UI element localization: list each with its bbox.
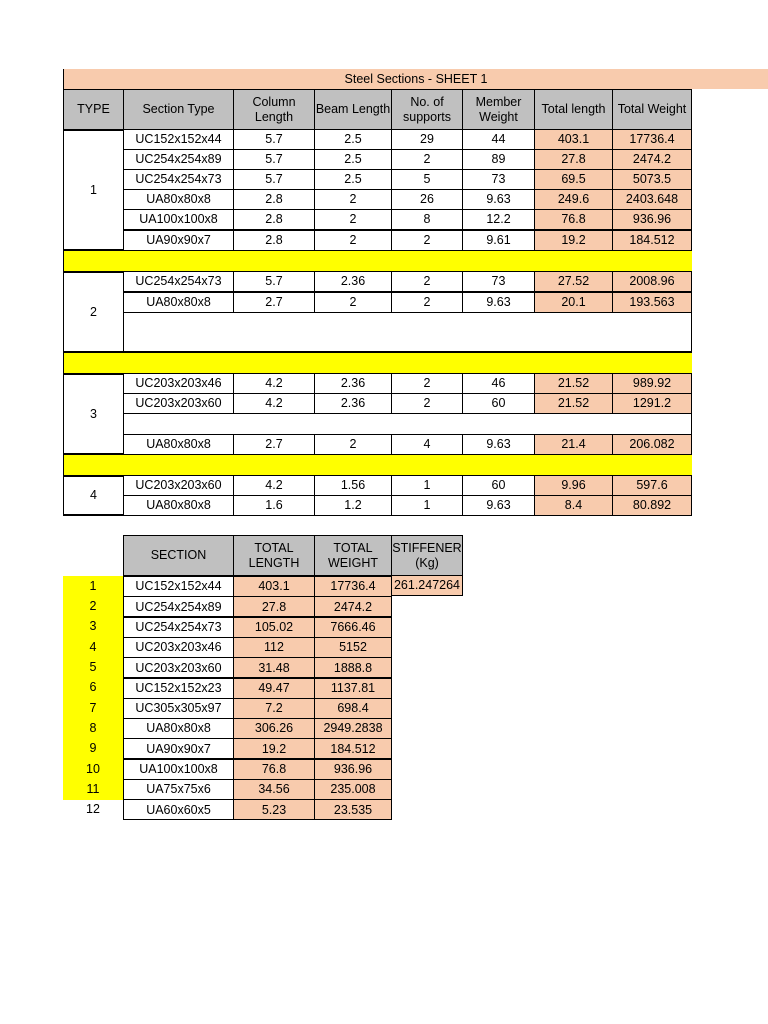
type-cell: 1 (63, 129, 124, 251)
section-type-cell: UC203x203x46 (123, 373, 234, 394)
beam-length-cell: 2 (314, 189, 392, 210)
section-type-cell: UA80x80x8 (123, 495, 234, 516)
supports-cell: 1 (391, 475, 463, 496)
summary-section-cell: UA90x90x7 (123, 738, 234, 759)
member-weight-cell: 73 (462, 271, 535, 292)
member-weight-cell: 9.63 (462, 434, 535, 455)
summary-total-weight-cell: 2949.2838 (314, 718, 392, 739)
total-length-cell: 76.8 (534, 209, 613, 230)
member-weight-cell: 44 (462, 129, 535, 150)
beam-length-cell: 2.36 (314, 373, 392, 394)
supports-cell: 29 (391, 129, 463, 150)
total-length-cell: 19.2 (534, 230, 613, 251)
total-weight-cell: 597.6 (612, 475, 692, 496)
member-weight-cell: 12.2 (462, 209, 535, 230)
header-section-type: Section Type (123, 89, 234, 130)
summary-total-length-cell: 34.56 (233, 779, 315, 800)
summary-total-weight-cell: 2474.2 (314, 596, 392, 617)
summary-section-cell: UC254x254x73 (123, 617, 234, 638)
beam-length-cell: 2.5 (314, 169, 392, 190)
supports-cell: 8 (391, 209, 463, 230)
column-length-cell: 2.8 (233, 230, 315, 251)
summary-total-length-cell: 49.47 (233, 678, 315, 699)
summary-total-length-cell: 27.8 (233, 596, 315, 617)
section-type-cell: UC254x254x73 (123, 169, 234, 190)
total-length-cell: 8.4 (534, 495, 613, 516)
beam-length-cell: 2 (314, 209, 392, 230)
summary-section-cell: UA60x60x5 (123, 799, 234, 820)
summary-total-weight-cell: 184.512 (314, 738, 392, 759)
summary-row-number: 7 (89, 700, 97, 715)
summary-total-weight-cell: 235.008 (314, 779, 392, 800)
section-type-cell: UC203x203x60 (123, 393, 234, 414)
summary-total-weight-cell: 5152 (314, 637, 392, 658)
summary-row-number: 11 (86, 781, 100, 796)
total-length-cell: 21.4 (534, 434, 613, 455)
summary-row-number: 4 (89, 639, 97, 654)
summary-row-number: 5 (89, 660, 97, 674)
summary-total-length-cell: 105.02 (233, 617, 315, 638)
supports-cell: 4 (391, 434, 463, 455)
total-weight-cell: 5073.5 (612, 169, 692, 190)
section-type-cell: UC152x152x44 (123, 129, 234, 150)
summary-row-number: 8 (89, 720, 97, 735)
empty-row (123, 413, 692, 434)
summary-section-cell: UC254x254x89 (123, 596, 234, 617)
type-cell: 3 (63, 373, 124, 455)
summary-row-number: 10 (86, 761, 100, 776)
summary-row-number: 1 (89, 578, 97, 593)
supports-cell: 2 (391, 230, 463, 251)
total-weight-cell: 184.512 (612, 230, 692, 251)
summary-row-number: 6 (89, 680, 97, 695)
summary-total-length-cell: 5.23 (233, 799, 315, 820)
summary-section-cell: UA75x75x6 (123, 779, 234, 800)
total-weight-cell: 2474.2 (612, 149, 692, 170)
summary-row-number: 9 (89, 741, 97, 756)
section-type-cell: UC254x254x89 (123, 149, 234, 170)
header-member-weight: Member Weight (462, 89, 535, 130)
section-type-cell: UA80x80x8 (123, 434, 234, 455)
member-weight-cell: 9.61 (462, 230, 535, 251)
beam-length-cell: 2.36 (314, 271, 392, 292)
member-weight-cell: 9.63 (462, 292, 535, 313)
separator-band (63, 455, 692, 475)
member-weight-cell: 60 (462, 475, 535, 496)
beam-length-cell: 2 (314, 434, 392, 455)
supports-cell: 2 (391, 271, 463, 292)
column-length-cell: 4.2 (233, 373, 315, 394)
total-length-cell: 403.1 (534, 129, 613, 150)
total-weight-cell: 2403.648 (612, 189, 692, 210)
beam-length-cell: 2 (314, 230, 392, 251)
total-weight-cell: 206.082 (612, 434, 692, 455)
summary-section-cell: UA80x80x8 (123, 718, 234, 739)
member-weight-cell: 73 (462, 169, 535, 190)
empty-row (123, 313, 692, 353)
summary-total-length-cell: 7.2 (233, 698, 315, 719)
summary-total-length-cell: 403.1 (233, 576, 315, 597)
summary-total-length-cell: 112 (233, 637, 315, 658)
supports-cell: 1 (391, 495, 463, 516)
column-length-cell: 5.7 (233, 271, 315, 292)
total-length-cell: 21.52 (534, 393, 613, 414)
type-cell: 2 (63, 271, 124, 353)
column-length-cell: 5.7 (233, 129, 315, 150)
beam-length-cell: 2.5 (314, 149, 392, 170)
summary-total-weight-cell: 698.4 (314, 698, 392, 719)
beam-length-cell: 2 (314, 292, 392, 313)
total-length-cell: 21.52 (534, 373, 613, 394)
summary-section-cell: UC305x305x97 (123, 698, 234, 719)
column-length-cell: 5.7 (233, 149, 315, 170)
beam-length-cell: 2.36 (314, 393, 392, 414)
column-length-cell: 4.2 (233, 393, 315, 414)
supports-cell: 2 (391, 292, 463, 313)
total-length-cell: 20.1 (534, 292, 613, 313)
total-weight-cell: 80.892 (612, 495, 692, 516)
total-length-cell: 27.52 (534, 271, 613, 292)
total-length-cell: 249.6 (534, 189, 613, 210)
summary-total-weight-cell: 1137.81 (314, 678, 392, 699)
column-length-cell: 1.6 (233, 495, 315, 516)
supports-cell: 2 (391, 149, 463, 170)
total-weight-cell: 2008.96 (612, 271, 692, 292)
summary-total-weight-cell: 23.535 (314, 799, 392, 820)
summary-section-cell: UA100x100x8 (123, 759, 234, 780)
summary-total-length-cell: 31.48 (233, 657, 315, 678)
summary-row-number: 2 (89, 599, 97, 614)
column-length-cell: 2.7 (233, 292, 315, 313)
total-weight-cell: 989.92 (612, 373, 692, 394)
summary-total-weight-cell: 17736.4 (314, 576, 392, 597)
member-weight-cell: 9.63 (462, 495, 535, 516)
column-length-cell: 2.8 (233, 189, 315, 210)
member-weight-cell: 60 (462, 393, 535, 414)
column-length-cell: 2.7 (233, 434, 315, 455)
summary-total-length-cell: 76.8 (233, 759, 315, 780)
summary-section-cell: UC203x203x46 (123, 637, 234, 658)
total-length-cell: 27.8 (534, 149, 613, 170)
total-length-cell: 9.96 (534, 475, 613, 496)
header-total-length: Total length (534, 89, 613, 130)
total-weight-cell: 936.96 (612, 209, 692, 230)
total-weight-cell: 193.563 (612, 292, 692, 313)
sheet1-title: Steel Sections - SHEET 1 (63, 69, 768, 89)
column-length-cell: 2.8 (233, 209, 315, 230)
summary-section-cell: UC152x152x23 (123, 678, 234, 699)
total-weight-cell: 1291.2 (612, 393, 692, 414)
section-type-cell: UA80x80x8 (123, 189, 234, 210)
member-weight-cell: 9.63 (462, 189, 535, 210)
summary-total-weight-cell: 936.96 (314, 759, 392, 780)
header-column-length: Column Length (233, 89, 315, 130)
separator-band (63, 251, 692, 271)
column-length-cell: 5.7 (233, 169, 315, 190)
section-type-cell: UC254x254x73 (123, 271, 234, 292)
member-weight-cell: 46 (462, 373, 535, 394)
separator-band (63, 353, 692, 373)
header-beam-length: Beam Length (314, 89, 392, 130)
summary-section-cell: UC152x152x44 (123, 576, 234, 597)
column-length-cell: 4.2 (233, 475, 315, 496)
beam-length-cell: 1.2 (314, 495, 392, 516)
section-type-cell: UA90x90x7 (123, 230, 234, 251)
summary-header-section: SECTION (123, 535, 234, 576)
summary-total-weight-cell: 1888.8 (314, 657, 392, 678)
beam-length-cell: 1.56 (314, 475, 392, 496)
type-cell: 4 (63, 475, 124, 516)
summary-total-length-cell: 306.26 (233, 718, 315, 739)
header-type: TYPE (63, 89, 124, 130)
supports-cell: 5 (391, 169, 463, 190)
summary-total-weight-cell: 7666.46 (314, 617, 392, 638)
supports-cell: 2 (391, 393, 463, 414)
total-length-cell: 69.5 (534, 169, 613, 190)
summary-section-cell: UC203x203x60 (123, 657, 234, 678)
summary-total-length-cell: 19.2 (233, 738, 315, 759)
supports-cell: 26 (391, 189, 463, 210)
total-weight-cell: 17736.4 (612, 129, 692, 150)
section-type-cell: UA80x80x8 (123, 292, 234, 313)
summary-header-stiffener: STIFFENER (Kg) (391, 535, 463, 576)
section-type-cell: UC203x203x60 (123, 475, 234, 496)
beam-length-cell: 2.5 (314, 129, 392, 150)
summary-row-number: 12 (86, 802, 100, 817)
section-type-cell: UA100x100x8 (123, 209, 234, 230)
member-weight-cell: 89 (462, 149, 535, 170)
header-supports: No. of supports (391, 89, 463, 130)
stiffener-value: 261.247264 (391, 575, 463, 596)
header-total-weight: Total Weight (612, 89, 692, 130)
summary-header-total-length: TOTAL LENGTH (233, 535, 315, 576)
supports-cell: 2 (391, 373, 463, 394)
summary-row-number: 3 (89, 619, 97, 634)
summary-header-total-weight: TOTAL WEIGHT (314, 535, 392, 576)
